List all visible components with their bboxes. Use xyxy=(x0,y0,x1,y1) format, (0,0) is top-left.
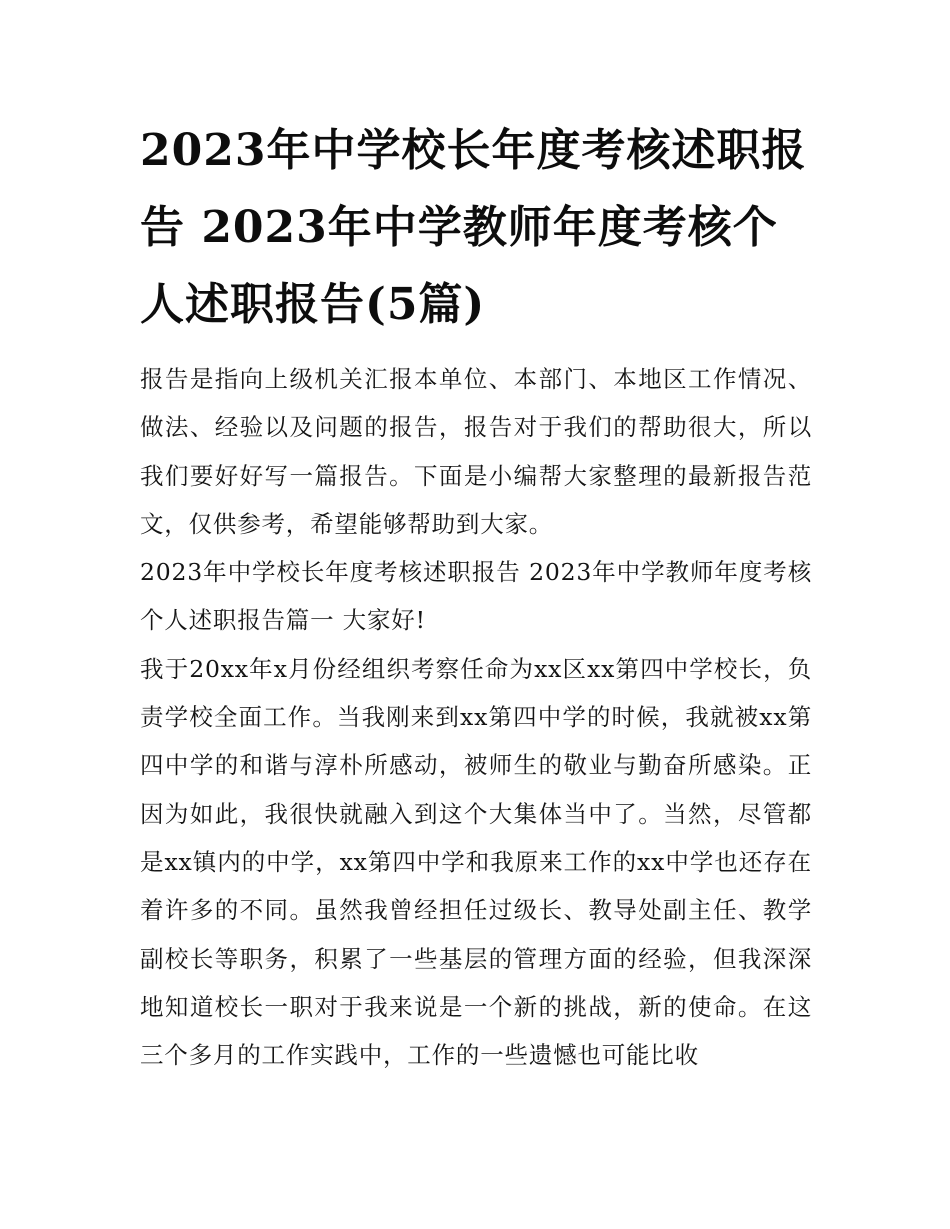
document-content xyxy=(140,112,812,1079)
section-heading-paragraph: 2023年中学校长年度考核述职报告 2023年中学教师年度考核个人述职报告篇一 大家好! xyxy=(140,558,812,635)
document-title: 2023年中学校长年度考核述职报告 2023年中学教师年度考核个人述职报告(5篇) xyxy=(140,125,807,330)
body-paragraph: 我于20xx年x月份经组织考察任命为xx区xx第四中学校长，负责学校全面工作。当我刚来到xx第四中学的时候，我就被xx第四中学的和谐与淳朴所感动，被师生的敬业与勤奋所感染。正因为如此，我很快就融入到这个大集体当中了。当然，尽管都是xx镇内的中学，xx第四中学和我原来工作的xx中学也还存在着许多的不同。虽然我曾经担任过级长、教导处副主任、教学副校长等职务，积累了一些基层的管理方面的经验，但我深深地知道校长一职对于我来说是一个新的挑战，新的使命。在这三个多月的工作实践中，工作的一些遗憾也可能比收 xyxy=(140,654,812,1070)
title-block xyxy=(140,112,812,343)
intro-paragraph: 报告是指向上级机关汇报本单位、本部门、本地区工作情况、做法、经验以及问题的报告，报告对于我们的帮助很大，所以我们要好好写一篇报告。下面是小编帮大家整理的最新报告范文，仅供参考，希望能够帮助到大家。 xyxy=(140,365,812,538)
